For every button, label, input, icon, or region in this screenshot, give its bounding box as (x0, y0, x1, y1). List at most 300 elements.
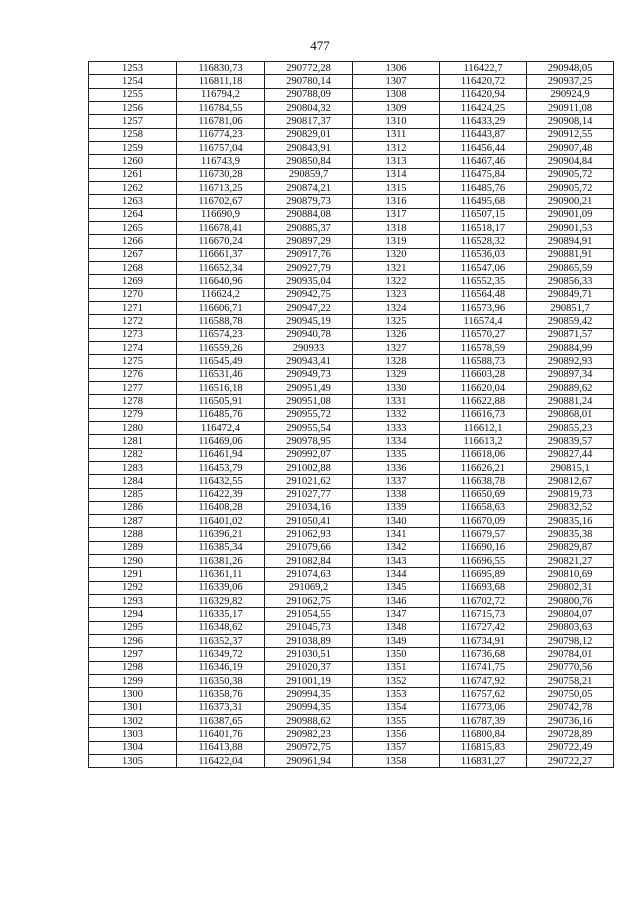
table-row (89, 355, 614, 368)
y-coordinate-cell: 291001,19 (265, 675, 353, 688)
point-number-cell: 1285 (89, 488, 177, 501)
y-coordinate-cell: 291021,62 (265, 475, 353, 488)
y-coordinate-cell: 290994,35 (265, 688, 353, 701)
y-coordinate-cell: 290859,42 (527, 315, 614, 328)
x-coordinate-cell: 116702,72 (440, 595, 527, 608)
point-number-cell: 1318 (353, 221, 440, 234)
y-coordinate-cell: 290972,75 (265, 741, 353, 754)
point-number-cell: 1337 (353, 475, 440, 488)
y-coordinate-cell: 290874,21 (265, 181, 353, 194)
x-coordinate-cell: 116578,59 (440, 341, 527, 354)
table-row (89, 755, 614, 768)
table-row (89, 248, 614, 261)
point-number-cell: 1345 (353, 581, 440, 594)
point-number-cell: 1289 (89, 541, 177, 554)
point-number-cell: 1257 (89, 115, 177, 128)
point-number-cell: 1352 (353, 675, 440, 688)
x-coordinate-cell: 116696,55 (440, 555, 527, 568)
point-number-cell: 1348 (353, 621, 440, 634)
y-coordinate-cell: 290881,24 (527, 395, 614, 408)
point-number-cell: 1256 (89, 101, 177, 114)
point-number-cell: 1342 (353, 541, 440, 554)
point-number-cell: 1281 (89, 435, 177, 448)
point-number-cell: 1282 (89, 448, 177, 461)
x-coordinate-cell: 116747,92 (440, 675, 527, 688)
point-number-cell: 1332 (353, 408, 440, 421)
y-coordinate-cell: 290798,12 (527, 635, 614, 648)
table-row (89, 595, 614, 608)
point-number-cell: 1329 (353, 368, 440, 381)
table-row (89, 288, 614, 301)
y-coordinate-cell: 290992,07 (265, 448, 353, 461)
x-coordinate-cell: 116335,17 (177, 608, 265, 621)
x-coordinate-cell: 116693,68 (440, 581, 527, 594)
x-coordinate-cell: 116329,82 (177, 595, 265, 608)
point-number-cell: 1290 (89, 555, 177, 568)
table-row (89, 715, 614, 728)
y-coordinate-cell: 290821,27 (527, 555, 614, 568)
point-number-cell: 1284 (89, 475, 177, 488)
y-coordinate-cell: 290924,9 (527, 88, 614, 101)
y-coordinate-cell: 290817,37 (265, 115, 353, 128)
x-coordinate-cell: 116507,15 (440, 208, 527, 221)
y-coordinate-cell: 290948,05 (527, 62, 614, 75)
table-row (89, 701, 614, 714)
table-row (89, 501, 614, 514)
x-coordinate-cell: 116422,04 (177, 755, 265, 768)
point-number-cell: 1312 (353, 141, 440, 154)
point-number-cell: 1357 (353, 741, 440, 754)
x-coordinate-cell: 116616,73 (440, 408, 527, 421)
point-number-cell: 1294 (89, 608, 177, 621)
x-coordinate-cell: 116640,96 (177, 275, 265, 288)
table-row (89, 208, 614, 221)
table-row (89, 421, 614, 434)
point-number-cell: 1317 (353, 208, 440, 221)
y-coordinate-cell: 290945,19 (265, 315, 353, 328)
y-coordinate-cell: 290961,94 (265, 755, 353, 768)
x-coordinate-cell: 116736,68 (440, 648, 527, 661)
x-coordinate-cell: 116690,9 (177, 208, 265, 221)
x-coordinate-cell: 116702,67 (177, 195, 265, 208)
point-number-cell: 1297 (89, 648, 177, 661)
x-coordinate-cell: 116485,76 (177, 408, 265, 421)
y-coordinate-cell: 290951,08 (265, 395, 353, 408)
x-coordinate-cell: 116505,91 (177, 395, 265, 408)
y-coordinate-cell: 290892,93 (527, 355, 614, 368)
x-coordinate-cell: 116408,28 (177, 501, 265, 514)
table-row (89, 635, 614, 648)
x-coordinate-cell: 116361,11 (177, 568, 265, 581)
y-coordinate-cell: 291030,51 (265, 648, 353, 661)
x-coordinate-cell: 116815,83 (440, 741, 527, 754)
y-coordinate-cell: 290827,44 (527, 448, 614, 461)
x-coordinate-cell: 116564,48 (440, 288, 527, 301)
point-number-cell: 1304 (89, 741, 177, 754)
point-number-cell: 1270 (89, 288, 177, 301)
y-coordinate-cell: 290859,7 (265, 168, 353, 181)
point-number-cell: 1310 (353, 115, 440, 128)
y-coordinate-cell: 291062,75 (265, 595, 353, 608)
x-coordinate-cell: 116387,65 (177, 715, 265, 728)
x-coordinate-cell: 116658,63 (440, 501, 527, 514)
y-coordinate-cell: 291079,66 (265, 541, 353, 554)
table-row (89, 648, 614, 661)
x-coordinate-cell: 116757,04 (177, 141, 265, 154)
point-number-cell: 1323 (353, 288, 440, 301)
x-coordinate-cell: 116528,32 (440, 235, 527, 248)
table-row (89, 115, 614, 128)
table-row (89, 675, 614, 688)
y-coordinate-cell: 290750,05 (527, 688, 614, 701)
x-coordinate-cell: 116574,23 (177, 328, 265, 341)
x-coordinate-cell: 116638,78 (440, 475, 527, 488)
table-row (89, 621, 614, 634)
point-number-cell: 1314 (353, 168, 440, 181)
x-coordinate-cell: 116545,49 (177, 355, 265, 368)
y-coordinate-cell: 290933 (265, 341, 353, 354)
x-coordinate-cell: 116773,06 (440, 701, 527, 714)
y-coordinate-cell: 290722,49 (527, 741, 614, 754)
point-number-cell: 1353 (353, 688, 440, 701)
x-coordinate-cell: 116743,9 (177, 155, 265, 168)
point-number-cell: 1263 (89, 195, 177, 208)
point-number-cell: 1277 (89, 381, 177, 394)
x-coordinate-cell: 116622,88 (440, 395, 527, 408)
x-coordinate-cell: 116757,62 (440, 688, 527, 701)
y-coordinate-cell: 291002,88 (265, 461, 353, 474)
y-coordinate-cell: 291020,37 (265, 661, 353, 674)
y-coordinate-cell: 290935,04 (265, 275, 353, 288)
y-coordinate-cell: 290889,62 (527, 381, 614, 394)
point-number-cell: 1321 (353, 261, 440, 274)
y-coordinate-cell: 291045,73 (265, 621, 353, 634)
table-row (89, 381, 614, 394)
y-coordinate-cell: 290804,07 (527, 608, 614, 621)
x-coordinate-cell: 116774,23 (177, 128, 265, 141)
table-row (89, 275, 614, 288)
point-number-cell: 1295 (89, 621, 177, 634)
y-coordinate-cell: 290758,21 (527, 675, 614, 688)
point-number-cell: 1354 (353, 701, 440, 714)
y-coordinate-cell: 291034,16 (265, 501, 353, 514)
y-coordinate-cell: 290955,72 (265, 408, 353, 421)
point-number-cell: 1328 (353, 355, 440, 368)
point-number-cell: 1287 (89, 515, 177, 528)
x-coordinate-cell: 116349,72 (177, 648, 265, 661)
y-coordinate-cell: 290819,73 (527, 488, 614, 501)
x-coordinate-cell: 116339,06 (177, 581, 265, 594)
x-coordinate-cell: 116650,69 (440, 488, 527, 501)
point-number-cell: 1330 (353, 381, 440, 394)
x-coordinate-cell: 116467,46 (440, 155, 527, 168)
table-row (89, 435, 614, 448)
y-coordinate-cell: 290901,09 (527, 208, 614, 221)
table-row (89, 395, 614, 408)
y-coordinate-cell: 290900,21 (527, 195, 614, 208)
point-number-cell: 1331 (353, 395, 440, 408)
x-coordinate-cell: 116475,84 (440, 168, 527, 181)
y-coordinate-cell: 290894,91 (527, 235, 614, 248)
point-number-cell: 1300 (89, 688, 177, 701)
page-number: 477 (310, 38, 330, 53)
point-number-cell: 1293 (89, 595, 177, 608)
y-coordinate-cell: 290851,7 (527, 301, 614, 314)
y-coordinate-cell: 290812,67 (527, 475, 614, 488)
x-coordinate-cell: 116730,28 (177, 168, 265, 181)
x-coordinate-cell: 116612,1 (440, 421, 527, 434)
point-number-cell: 1302 (89, 715, 177, 728)
x-coordinate-cell: 116800,84 (440, 728, 527, 741)
point-number-cell: 1278 (89, 395, 177, 408)
point-number-cell: 1267 (89, 248, 177, 261)
point-number-cell: 1276 (89, 368, 177, 381)
y-coordinate-cell: 290911,08 (527, 101, 614, 114)
x-coordinate-cell: 116661,37 (177, 248, 265, 261)
point-number-cell: 1355 (353, 715, 440, 728)
table-row (89, 661, 614, 674)
y-coordinate-cell: 290788,09 (265, 88, 353, 101)
point-number-cell: 1341 (353, 528, 440, 541)
table-row (89, 181, 614, 194)
table-row (89, 515, 614, 528)
x-coordinate-cell: 116670,09 (440, 515, 527, 528)
x-coordinate-cell: 116348,62 (177, 621, 265, 634)
y-coordinate-cell: 291050,41 (265, 515, 353, 528)
x-coordinate-cell: 116670,24 (177, 235, 265, 248)
point-number-cell: 1258 (89, 128, 177, 141)
table-row (89, 261, 614, 274)
point-number-cell: 1311 (353, 128, 440, 141)
y-coordinate-cell: 291054,55 (265, 608, 353, 621)
point-number-cell: 1253 (89, 62, 177, 75)
y-coordinate-cell: 290849,71 (527, 288, 614, 301)
point-number-cell: 1291 (89, 568, 177, 581)
y-coordinate-cell: 290802,31 (527, 581, 614, 594)
point-number-cell: 1275 (89, 355, 177, 368)
table-row (89, 168, 614, 181)
point-number-cell: 1346 (353, 595, 440, 608)
y-coordinate-cell: 290780,14 (265, 75, 353, 88)
table-row (89, 555, 614, 568)
x-coordinate-cell: 116352,37 (177, 635, 265, 648)
point-number-cell: 1307 (353, 75, 440, 88)
y-coordinate-cell: 290943,41 (265, 355, 353, 368)
point-number-cell: 1315 (353, 181, 440, 194)
table-row (89, 448, 614, 461)
x-coordinate-cell: 116413,88 (177, 741, 265, 754)
y-coordinate-cell: 290907,48 (527, 141, 614, 154)
y-coordinate-cell: 291082,84 (265, 555, 353, 568)
table-row (89, 141, 614, 154)
point-number-cell: 1339 (353, 501, 440, 514)
y-coordinate-cell: 290905,72 (527, 181, 614, 194)
point-number-cell: 1288 (89, 528, 177, 541)
x-coordinate-cell: 116713,25 (177, 181, 265, 194)
y-coordinate-cell: 290879,73 (265, 195, 353, 208)
table-row (89, 475, 614, 488)
x-coordinate-cell: 116495,68 (440, 195, 527, 208)
y-coordinate-cell: 290885,37 (265, 221, 353, 234)
y-coordinate-cell: 290868,01 (527, 408, 614, 421)
x-coordinate-cell: 116420,72 (440, 75, 527, 88)
x-coordinate-cell: 116424,25 (440, 101, 527, 114)
y-coordinate-cell: 290850,84 (265, 155, 353, 168)
y-coordinate-cell: 290901,53 (527, 221, 614, 234)
point-number-cell: 1358 (353, 755, 440, 768)
point-number-cell: 1262 (89, 181, 177, 194)
y-coordinate-cell: 290856,33 (527, 275, 614, 288)
table-row (89, 235, 614, 248)
point-number-cell: 1335 (353, 448, 440, 461)
point-number-cell: 1309 (353, 101, 440, 114)
x-coordinate-cell: 116443,87 (440, 128, 527, 141)
x-coordinate-cell: 116547,06 (440, 261, 527, 274)
x-coordinate-cell: 116727,42 (440, 621, 527, 634)
table-row (89, 528, 614, 541)
y-coordinate-cell: 290865,59 (527, 261, 614, 274)
point-number-cell: 1344 (353, 568, 440, 581)
point-number-cell: 1303 (89, 728, 177, 741)
coordinates-table-body (89, 62, 614, 768)
point-number-cell: 1334 (353, 435, 440, 448)
table-row (89, 195, 614, 208)
x-coordinate-cell: 116831,27 (440, 755, 527, 768)
y-coordinate-cell: 290912,55 (527, 128, 614, 141)
point-number-cell: 1306 (353, 62, 440, 75)
y-coordinate-cell: 290829,01 (265, 128, 353, 141)
x-coordinate-cell: 116385,34 (177, 541, 265, 554)
y-coordinate-cell: 290803,63 (527, 621, 614, 634)
x-coordinate-cell: 116787,39 (440, 715, 527, 728)
y-coordinate-cell: 290884,08 (265, 208, 353, 221)
point-number-cell: 1254 (89, 75, 177, 88)
table-row (89, 581, 614, 594)
point-number-cell: 1350 (353, 648, 440, 661)
table-row (89, 368, 614, 381)
point-number-cell: 1255 (89, 88, 177, 101)
table-row (89, 728, 614, 741)
y-coordinate-cell: 290881,91 (527, 248, 614, 261)
point-number-cell: 1296 (89, 635, 177, 648)
y-coordinate-cell: 290804,32 (265, 101, 353, 114)
table-row (89, 608, 614, 621)
table-row (89, 541, 614, 554)
x-coordinate-cell: 116603,28 (440, 368, 527, 381)
table-row (89, 62, 614, 75)
table-row (89, 741, 614, 754)
point-number-cell: 1351 (353, 661, 440, 674)
y-coordinate-cell: 290742,78 (527, 701, 614, 714)
x-coordinate-cell: 116690,16 (440, 541, 527, 554)
y-coordinate-cell: 290927,79 (265, 261, 353, 274)
point-number-cell: 1273 (89, 328, 177, 341)
point-number-cell: 1299 (89, 675, 177, 688)
x-coordinate-cell: 116461,94 (177, 448, 265, 461)
point-number-cell: 1280 (89, 421, 177, 434)
point-number-cell: 1340 (353, 515, 440, 528)
y-coordinate-cell: 291062,93 (265, 528, 353, 541)
y-coordinate-cell: 290937,25 (527, 75, 614, 88)
point-number-cell: 1269 (89, 275, 177, 288)
y-coordinate-cell: 290722,27 (527, 755, 614, 768)
x-coordinate-cell: 116453,79 (177, 461, 265, 474)
point-number-cell: 1298 (89, 661, 177, 674)
table-row (89, 488, 614, 501)
y-coordinate-cell: 290897,34 (527, 368, 614, 381)
y-coordinate-cell: 290815,1 (527, 461, 614, 474)
table-row (89, 688, 614, 701)
y-coordinate-cell: 290800,76 (527, 595, 614, 608)
table-row (89, 88, 614, 101)
x-coordinate-cell: 116588,78 (177, 315, 265, 328)
table-row (89, 75, 614, 88)
y-coordinate-cell: 290871,57 (527, 328, 614, 341)
y-coordinate-cell: 290905,72 (527, 168, 614, 181)
x-coordinate-cell: 116432,55 (177, 475, 265, 488)
x-coordinate-cell: 116679,57 (440, 528, 527, 541)
table-row (89, 221, 614, 234)
table-row (89, 408, 614, 421)
point-number-cell: 1292 (89, 581, 177, 594)
point-number-cell: 1320 (353, 248, 440, 261)
point-number-cell: 1279 (89, 408, 177, 421)
y-coordinate-cell: 290917,76 (265, 248, 353, 261)
x-coordinate-cell: 116381,26 (177, 555, 265, 568)
y-coordinate-cell: 290728,89 (527, 728, 614, 741)
x-coordinate-cell: 116346,19 (177, 661, 265, 674)
x-coordinate-cell: 116485,76 (440, 181, 527, 194)
point-number-cell: 1274 (89, 341, 177, 354)
y-coordinate-cell: 290839,57 (527, 435, 614, 448)
x-coordinate-cell: 116678,41 (177, 221, 265, 234)
x-coordinate-cell: 116350,38 (177, 675, 265, 688)
y-coordinate-cell: 290884,99 (527, 341, 614, 354)
y-coordinate-cell: 290955,54 (265, 421, 353, 434)
x-coordinate-cell: 116516,18 (177, 381, 265, 394)
y-coordinate-cell: 290810,69 (527, 568, 614, 581)
table-row (89, 101, 614, 114)
y-coordinate-cell: 290772,28 (265, 62, 353, 75)
x-coordinate-cell: 116652,34 (177, 261, 265, 274)
point-number-cell: 1283 (89, 461, 177, 474)
point-number-cell: 1326 (353, 328, 440, 341)
y-coordinate-cell: 290940,78 (265, 328, 353, 341)
x-coordinate-cell: 116469,06 (177, 435, 265, 448)
point-number-cell: 1319 (353, 235, 440, 248)
x-coordinate-cell: 116518,17 (440, 221, 527, 234)
point-number-cell: 1336 (353, 461, 440, 474)
table-row (89, 328, 614, 341)
y-coordinate-cell: 291069,2 (265, 581, 353, 594)
point-number-cell: 1324 (353, 301, 440, 314)
point-number-cell: 1343 (353, 555, 440, 568)
x-coordinate-cell: 116781,06 (177, 115, 265, 128)
x-coordinate-cell: 116456,44 (440, 141, 527, 154)
y-coordinate-cell: 291027,77 (265, 488, 353, 501)
x-coordinate-cell: 116606,71 (177, 301, 265, 314)
x-coordinate-cell: 116401,76 (177, 728, 265, 741)
x-coordinate-cell: 116574,4 (440, 315, 527, 328)
x-coordinate-cell: 116358,76 (177, 688, 265, 701)
y-coordinate-cell: 290855,23 (527, 421, 614, 434)
y-coordinate-cell: 290904,84 (527, 155, 614, 168)
x-coordinate-cell: 116741,75 (440, 661, 527, 674)
x-coordinate-cell: 116531,46 (177, 368, 265, 381)
y-coordinate-cell: 290947,22 (265, 301, 353, 314)
point-number-cell: 1305 (89, 755, 177, 768)
x-coordinate-cell: 116830,73 (177, 62, 265, 75)
